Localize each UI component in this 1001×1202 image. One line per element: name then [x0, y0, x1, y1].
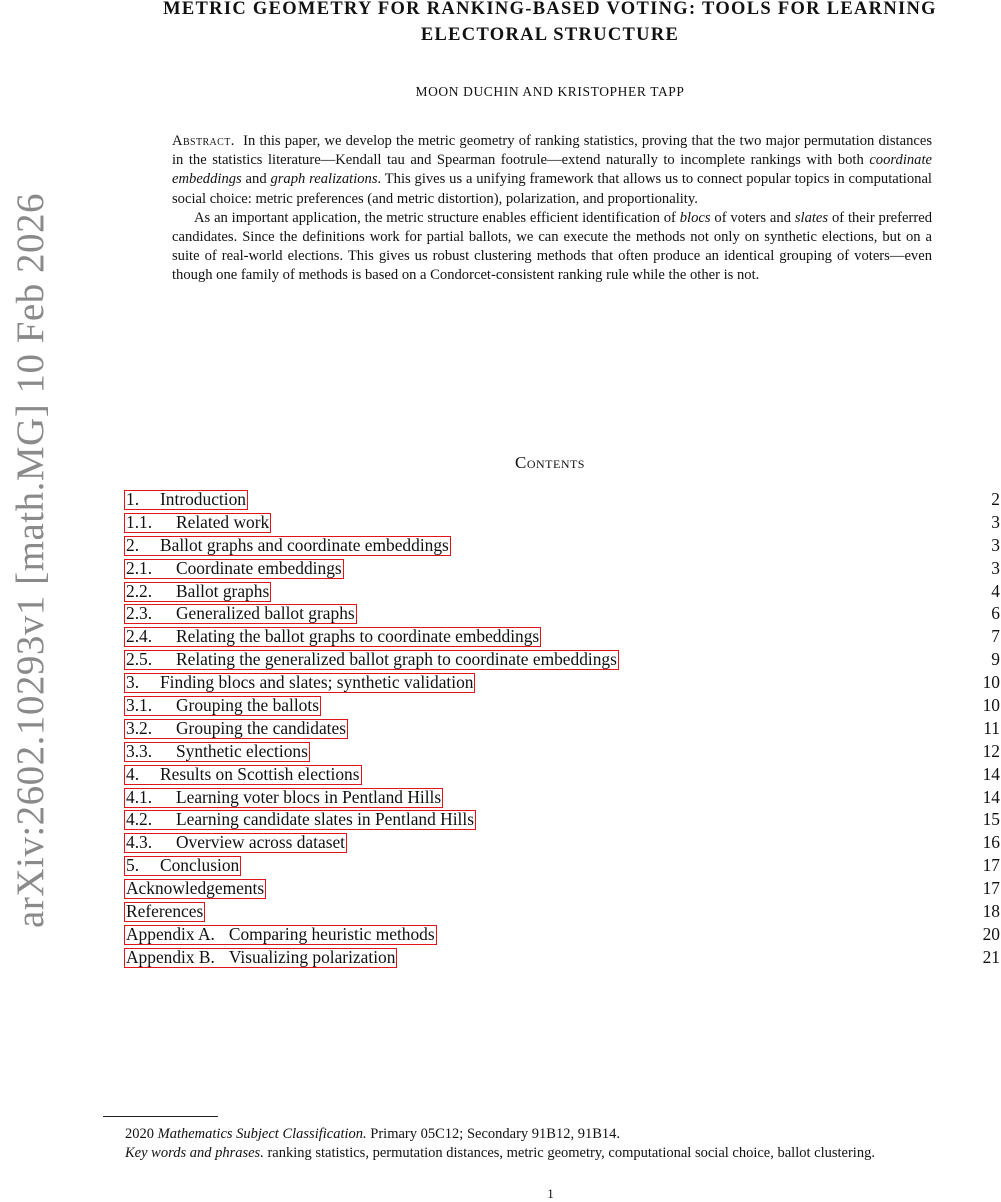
contents-heading: Contents [514, 453, 585, 472]
footnotes [103, 1125, 1001, 1163]
toc-entry [124, 511, 1001, 534]
toc-link[interactable] [124, 902, 205, 922]
toc-page-number: 15 [982, 809, 1000, 830]
toc-page-number: 12 [982, 740, 1000, 761]
toc-section-title: References [126, 901, 204, 922]
toc-section-title: Synthetic elections [176, 740, 308, 761]
toc-link[interactable] [124, 719, 348, 739]
footnote-keywords [103, 1144, 1001, 1163]
toc-page-number: 7 [991, 626, 1000, 647]
toc-section-title: Introduction [160, 489, 246, 509]
toc-page-number: 3 [991, 511, 1000, 532]
msc-label: Mathematics Subject Classification. [157, 1126, 367, 1142]
toc-section-number: 1.1. [126, 511, 153, 532]
arxiv-side-stamp [2, 190, 58, 930]
abstract-paragraph-1 [172, 132, 932, 209]
footnote-rule [103, 1116, 218, 1117]
toc-section-title: Acknowledgements [126, 878, 265, 899]
toc-link[interactable] [124, 765, 362, 785]
toc-page-number: 11 [983, 717, 1000, 738]
toc-link[interactable] [124, 490, 248, 510]
title-line-1: METRIC GEOMETRY FOR RANKING-BASED VOTING: TOOLS FOR LEARNING [163, 0, 937, 19]
toc-page-number: 21 [982, 946, 1000, 967]
toc-link[interactable] [124, 856, 241, 876]
toc-entry [124, 557, 1001, 580]
toc-section-title: Coordinate embeddings [176, 557, 342, 578]
toc-section-title: Relating the generalized ballot graph to coordinate embeddings [176, 649, 617, 670]
abstract-text: of their preferred candidates. Since the definitions work for partial ballots, we can execute the methods not only on synthetic elections, but on a suite of real-world elections. This gives us robust clustering methods that often produce an identical grouping of voters—even though one family of methods is based on a Condorcet-consistent ranking rule while the other is not. [172, 209, 932, 284]
paper-authors: MOON DUCHIN AND KRISTOPHER TAPP [415, 84, 685, 99]
toc-link[interactable] [124, 559, 344, 579]
keywords-text: ranking statistics, permutation distances, metric geometry, computational social choice, ballot clustering. [263, 1145, 875, 1161]
toc-link[interactable] [124, 673, 475, 693]
toc-link[interactable] [124, 879, 266, 899]
abstract-text: . This gives us a unifying framework that allows us to connect popular topics in computational social choice: metric preferences (and metric distortion), polarization, and proportionality. [172, 171, 932, 207]
toc-section-number: 3.3. [126, 740, 153, 761]
toc-entry [124, 900, 1001, 923]
toc-page-number: 16 [982, 832, 1000, 853]
toc-page-number: 9 [991, 649, 1000, 670]
toc-section-title: Overview across dataset [176, 832, 346, 853]
toc-entry [124, 877, 1001, 900]
toc-page-number: 20 [982, 923, 1000, 944]
toc-page-number: 10 [982, 695, 1000, 716]
page-number: 1 [547, 1186, 554, 1201]
toc-entry [124, 763, 1001, 786]
toc-entry [124, 534, 1001, 557]
toc-link[interactable] [124, 582, 271, 602]
toc-section-number: 3.2. [126, 717, 153, 738]
toc-section-number: 3.1. [126, 695, 153, 716]
toc-entry [124, 488, 1001, 511]
toc-section-title: Comparing heuristic methods [228, 923, 435, 944]
toc-page-number: 14 [982, 763, 1000, 784]
msc-year: 2020 [125, 1126, 158, 1142]
toc-entry [124, 648, 1001, 671]
abstract-text: In this paper, we develop the metric geometry of ranking statistics, proving that the two major permutation distances in the statistics literature—Kendall tau and Spearman footrule—extend naturally to incomplete rankings with both [172, 133, 933, 169]
toc-link[interactable] [124, 810, 476, 830]
paper-title [100, 0, 1000, 48]
toc-link[interactable] [124, 833, 347, 853]
toc-page-number: 17 [982, 855, 1000, 876]
toc-section-number: 2.2. [126, 580, 153, 601]
toc-entry [124, 808, 1001, 831]
toc-section-number: 2. [126, 534, 140, 555]
toc-link[interactable] [124, 513, 271, 533]
table-of-contents [124, 488, 1001, 969]
keywords-label: Key words and phrases. [125, 1145, 264, 1161]
toc-entry [124, 694, 1001, 717]
toc-entry [124, 625, 1001, 648]
toc-section-title: Ballot graphs [176, 580, 270, 601]
abstract-emphasis: graph realizations [270, 171, 378, 188]
toc-entry [124, 786, 1001, 809]
toc-entry [124, 831, 1001, 854]
toc-entry [124, 671, 1001, 694]
toc-section-title: Visualizing polarization [228, 946, 396, 967]
toc-entry [124, 740, 1001, 763]
toc-page-number: 14 [982, 786, 1000, 807]
toc-entry [124, 854, 1001, 877]
toc-link[interactable] [124, 696, 321, 716]
toc-section-number: 3. [126, 672, 140, 693]
toc-page-number: 3 [991, 557, 1000, 578]
toc-entry [124, 946, 1001, 969]
toc-section-title: Learning voter blocs in Pentland Hills [176, 786, 442, 807]
toc-section-number: Appendix A. [126, 923, 215, 944]
toc-section-number: 4.1. [126, 786, 153, 807]
footnote-msc [103, 1125, 1001, 1144]
toc-section-title: Grouping the ballots [176, 695, 319, 716]
toc-section-number: 2.5. [126, 649, 153, 670]
toc-page-number: 4 [991, 580, 1000, 601]
toc-section-number: 4.2. [126, 809, 153, 830]
toc-entry [124, 580, 1001, 603]
toc-page-number: 6 [991, 603, 1000, 624]
toc-link[interactable] [124, 627, 541, 647]
toc-page-number: 18 [982, 901, 1000, 922]
toc-section-title: Learning candidate slates in Pentland Hills [176, 809, 474, 830]
title-line-2: ELECTORAL STRUCTURE [420, 25, 680, 45]
toc-link[interactable] [124, 536, 451, 556]
toc-section-title: Ballot graphs and coordinate embeddings [160, 534, 449, 555]
toc-section-number: 2.4. [126, 626, 153, 647]
toc-section-title: Grouping the candidates [176, 717, 346, 738]
toc-page-number: 10 [982, 672, 1000, 693]
toc-section-number: 2.1. [126, 557, 153, 578]
toc-link[interactable] [124, 650, 619, 670]
toc-page-number: 2 [991, 489, 1000, 509]
toc-entry [124, 717, 1001, 740]
arxiv-identifier: arXiv:2602.10293v1 [math.MG] 10 Feb 2026 [8, 192, 52, 928]
abstract-text: and [241, 171, 271, 188]
abstract-emphasis: coordinate embeddings [172, 152, 932, 188]
abstract-text: As an important application, the metric structure enables efficient identification of [194, 209, 680, 226]
abstract-label: Abstract. [172, 133, 235, 149]
toc-link[interactable] [124, 742, 310, 762]
toc-link[interactable] [124, 925, 437, 945]
toc-entry [124, 923, 1001, 946]
abstract-emphasis: blocs [679, 209, 711, 226]
toc-section-number: 5. [126, 855, 140, 876]
toc-page-number: 17 [982, 878, 1000, 899]
abstract-paragraph-2 [172, 209, 932, 286]
toc-page-number: 3 [991, 534, 1000, 555]
abstract [172, 132, 932, 286]
toc-section-title: Related work [176, 511, 270, 532]
toc-section-number: 4.3. [126, 832, 153, 853]
toc-section-number: Appendix B. [126, 946, 215, 967]
toc-link[interactable] [124, 604, 357, 624]
toc-section-title: Finding blocs and slates; synthetic validation [160, 672, 474, 693]
abstract-emphasis: slates [794, 209, 829, 226]
toc-link[interactable] [124, 948, 397, 968]
toc-section-number: 1. [126, 489, 140, 509]
toc-section-title: Results on Scottish elections [160, 763, 360, 784]
msc-text: Primary 05C12; Secondary 91B12, 91B14. [366, 1126, 620, 1142]
toc-section-title: Relating the ballot graphs to coordinate embeddings [176, 626, 540, 647]
toc-section-number: 2.3. [126, 603, 153, 624]
abstract-text: of voters and [710, 209, 795, 226]
toc-section-title: Generalized ballot graphs [176, 603, 355, 624]
toc-link[interactable] [124, 788, 443, 808]
toc-section-title: Conclusion [160, 855, 240, 876]
toc-entry [124, 602, 1001, 625]
toc-section-number: 4. [126, 763, 140, 784]
